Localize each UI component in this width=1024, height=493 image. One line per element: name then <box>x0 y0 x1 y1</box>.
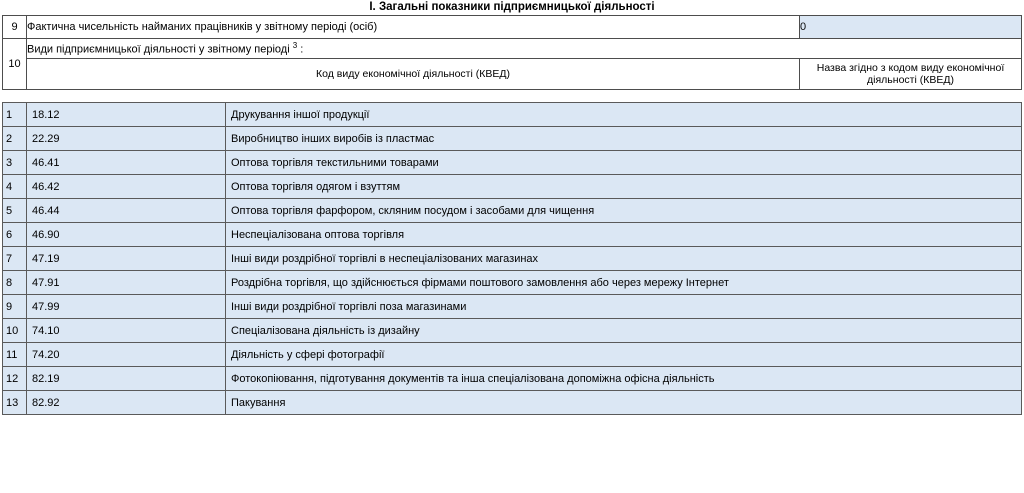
list-item-code[interactable]: 47.91 <box>27 271 226 295</box>
activities-list-body <box>3 103 1022 415</box>
table-row[interactable] <box>3 343 1022 367</box>
list-item-code[interactable]: 46.90 <box>27 223 226 247</box>
activities-list-table <box>2 102 1022 415</box>
row-number-10: 10 <box>3 39 27 90</box>
list-item-name[interactable]: Оптова торгівля одягом і взуттям <box>226 175 1022 199</box>
list-item-index: 13 <box>3 391 27 415</box>
list-item-code[interactable]: 18.12 <box>27 103 226 127</box>
table-row[interactable] <box>3 175 1022 199</box>
list-item-index: 2 <box>3 127 27 151</box>
table-row-activities-columns <box>3 59 1022 90</box>
table-spacer <box>0 90 1024 102</box>
list-item-index: 7 <box>3 247 27 271</box>
list-item-name[interactable]: Інші види роздрібної торгівлі в неспеціалізованих магазинах <box>226 247 1022 271</box>
table-row[interactable] <box>3 223 1022 247</box>
list-item-index: 6 <box>3 223 27 247</box>
list-item-index: 1 <box>3 103 27 127</box>
table-row[interactable] <box>3 199 1022 223</box>
list-item-name[interactable]: Виробництво інших виробів із пластмас <box>226 127 1022 151</box>
list-item-name[interactable]: Інші види роздрібної торгівлі поза магазинами <box>226 295 1022 319</box>
list-item-index: 10 <box>3 319 27 343</box>
table-row[interactable] <box>3 295 1022 319</box>
list-item-name[interactable]: Оптова торгівля текстильними товарами <box>226 151 1022 175</box>
list-item-code[interactable]: 46.42 <box>27 175 226 199</box>
employees-label: Фактична чисельність найманих працівників у звітному періоді (осіб) <box>27 16 800 39</box>
general-indicators-table <box>2 15 1022 90</box>
table-row[interactable] <box>3 271 1022 295</box>
table-row[interactable] <box>3 319 1022 343</box>
activities-label-colon: : <box>300 43 304 56</box>
column-header-kved-name: Назва згідно з кодом виду економічної діяльності (КВЕД) <box>800 59 1022 90</box>
table-row-employees <box>3 16 1022 39</box>
list-item-index: 12 <box>3 367 27 391</box>
list-item-index: 5 <box>3 199 27 223</box>
list-item-code[interactable]: 47.19 <box>27 247 226 271</box>
table-row[interactable] <box>3 367 1022 391</box>
list-item-index: 8 <box>3 271 27 295</box>
list-item-code[interactable]: 22.29 <box>27 127 226 151</box>
list-item-name[interactable]: Спеціалізована діяльність із дизайну <box>226 319 1022 343</box>
activities-label <box>27 39 1022 59</box>
list-item-index: 4 <box>3 175 27 199</box>
list-item-name[interactable]: Фотокопіювання, підготування документів та інша спеціалізована допоміжна офісна діяльність <box>226 367 1022 391</box>
list-item-index: 9 <box>3 295 27 319</box>
list-item-code[interactable]: 47.99 <box>27 295 226 319</box>
table-row[interactable] <box>3 391 1022 415</box>
list-item-index: 11 <box>3 343 27 367</box>
list-item-name[interactable]: Роздрібна торгівля, що здійснюється фірмами поштового замовлення або через мережу Інтернет <box>226 271 1022 295</box>
list-item-code[interactable]: 74.20 <box>27 343 226 367</box>
list-item-code[interactable]: 74.10 <box>27 319 226 343</box>
activities-label-text: Види підприємницької діяльності у звітному періоді <box>27 43 290 56</box>
row-number-9: 9 <box>3 16 27 39</box>
table-row-activities-header <box>3 39 1022 59</box>
table-row[interactable] <box>3 151 1022 175</box>
list-item-name[interactable]: Неспеціалізована оптова торгівля <box>226 223 1022 247</box>
list-item-code[interactable]: 46.41 <box>27 151 226 175</box>
list-item-name[interactable]: Оптова торгівля фарфором, скляним посудом і засобами для чищення <box>226 199 1022 223</box>
section-title: I. Загальні показники підприємницької діяльності <box>369 1 655 13</box>
list-item-name[interactable]: Діяльність у сфері фотографії <box>226 343 1022 367</box>
table-row[interactable] <box>3 247 1022 271</box>
list-item-name[interactable]: Пакування <box>226 391 1022 415</box>
employees-value-field[interactable]: 0 <box>800 16 1022 39</box>
table-row[interactable] <box>3 127 1022 151</box>
list-item-code[interactable]: 82.19 <box>27 367 226 391</box>
table-row[interactable] <box>3 103 1022 127</box>
column-header-kved-code: Код виду економічної діяльності (КВЕД) <box>27 59 800 90</box>
list-item-index: 3 <box>3 151 27 175</box>
list-item-code[interactable]: 82.92 <box>27 391 226 415</box>
list-item-code[interactable]: 46.44 <box>27 199 226 223</box>
list-item-name[interactable]: Друкування іншої продукції <box>226 103 1022 127</box>
activities-footnote-marker: 3 <box>292 41 298 51</box>
